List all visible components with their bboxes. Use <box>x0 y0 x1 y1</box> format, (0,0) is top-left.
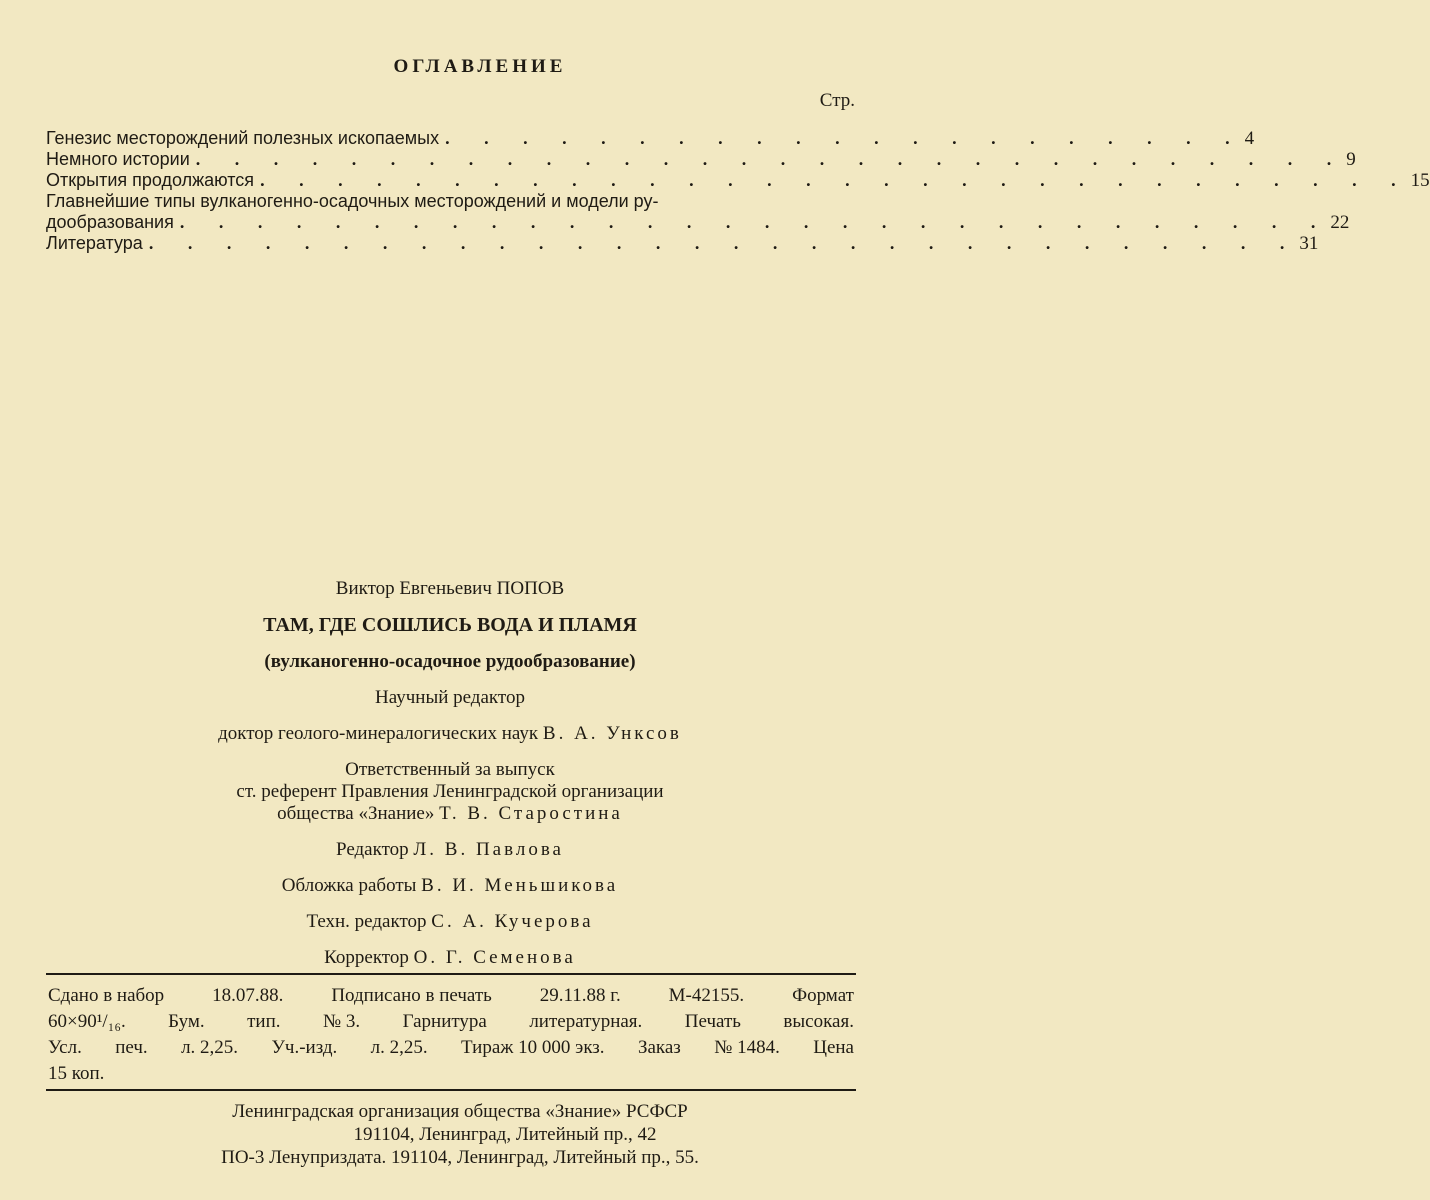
toc-leader-dots: . . . . . . . . . . . . . . . . . . . . . . . . . . . . . . <box>260 170 1411 190</box>
toc-leader-dots: . . . . . . . . . . . . . . . . . . . . . . . . . . . . . . <box>179 212 1331 232</box>
imprint-text: Подписано в печать <box>331 985 492 1006</box>
proofreader-credit <box>0 947 900 969</box>
imprint-text: Цена <box>813 1037 854 1058</box>
toc-entry-title: Открытия продолжаются <box>46 170 255 190</box>
imprint-text: 29.11.88 г. <box>539 985 621 1006</box>
toc-entry-page: 15 <box>1410 170 1430 191</box>
author-name: Виктор Евгеньевич ПОПОВ <box>335 578 565 599</box>
imprint-text: литературная. <box>529 1011 643 1032</box>
imprint-text: Гарнитура <box>402 1011 487 1032</box>
imprint-price: 15 коп. <box>48 1063 105 1084</box>
toc-leader-dots: . . . . . . . . . . . . . . . . . . . . . <box>445 128 1245 148</box>
cover-credit <box>0 875 900 897</box>
tech-editor-credit <box>0 911 900 933</box>
science-editor-credentials: доктор геолого-минералогических наук <box>218 723 539 744</box>
toc-leader-dots: . . . . . . . . . . . . . . . . . . . . . . . . . . . . . . <box>148 233 1300 253</box>
imprint-text: Усл. <box>48 1037 82 1058</box>
divider-top <box>46 973 856 975</box>
toc-entry-title: Литература <box>46 233 143 253</box>
responsible-label: Ответственный за выпуск <box>345 759 555 780</box>
print-imprint <box>48 983 854 1087</box>
publisher-block <box>0 1100 900 1169</box>
publisher-name: Ленинградская организация общества «Знание» РСФСР <box>232 1101 688 1122</box>
cover-name: В. И. Меньшикова <box>421 875 619 896</box>
imprint-line <box>48 983 854 1009</box>
science-editor-label: Научный редактор <box>375 687 525 708</box>
responsible-person <box>0 803 900 825</box>
toc-entry-page: 9 <box>1346 149 1356 170</box>
book-title: ТАМ, ГДЕ СОШЛИСЬ ВОДА И ПЛАМЯ <box>263 614 637 636</box>
toc-entry-page: 31 <box>1299 233 1319 254</box>
publisher-address: 191104, Ленинград, Литейный пр., 42 <box>353 1124 657 1145</box>
imprint-text: 18.07.88. <box>212 985 284 1006</box>
toc-entry <box>46 233 1319 254</box>
imprint-text: л. 2,25. <box>370 1037 428 1058</box>
responsible-name: Т. В. Старостина <box>439 803 623 824</box>
imprint-text: Тираж 10 000 экз. <box>461 1037 605 1058</box>
divider-bottom <box>46 1089 856 1091</box>
imprint-text: Формат <box>792 985 854 1006</box>
toc-entry-title: Генезис месторождений полезных ископаемых <box>46 128 440 148</box>
toc-entry-title: Немного истории <box>46 149 190 169</box>
cover-label: Обложка работы <box>281 875 417 896</box>
imprint-text: Бум. <box>168 1011 205 1032</box>
science-editor <box>0 723 900 745</box>
imprint-text: № 3. <box>322 1011 361 1032</box>
toc-entry-page: 4 <box>1244 128 1255 149</box>
responsible-organization: общества «Знание» <box>277 803 435 824</box>
imprint-text: л. 2,25. <box>181 1037 239 1058</box>
proofreader-label: Корректор <box>324 947 409 968</box>
toc-entry <box>46 212 1350 233</box>
tech-editor-label: Техн. редактор <box>306 911 427 932</box>
imprint-text: тип. <box>247 1011 281 1032</box>
editor-credit <box>0 839 900 861</box>
toc-leader-dots: . . . . . . . . . . . . . . . . . . . . . . . . . . . . . . <box>195 149 1347 169</box>
toc-entry-title-line: Главнейшие типы вулканогенно-осадочных месторождений и модели ру- <box>46 191 659 211</box>
page-column-label: Стр. <box>819 90 855 111</box>
toc-entry <box>46 170 1430 191</box>
imprint-line <box>48 1035 854 1061</box>
imprint-text: 60×90¹/₁₆. <box>48 1011 126 1032</box>
imprint-text: Уч.-изд. <box>271 1037 338 1058</box>
editor-name: Л. В. Павлова <box>413 839 564 860</box>
printer-address: ПО-3 Ленуприздата. 191104, Ленинград, Литейный пр., 55. <box>221 1147 699 1168</box>
proofreader-name: О. Г. Семенова <box>413 947 576 968</box>
imprint-text: Заказ <box>637 1037 681 1058</box>
toc-entry-page: 22 <box>1330 212 1350 233</box>
toc-entry <box>46 128 1255 149</box>
science-editor-name: В. А. Унксов <box>542 723 682 744</box>
imprint-line <box>48 1009 854 1035</box>
imprint-text: Печать <box>684 1011 741 1032</box>
imprint-text: печ. <box>115 1037 148 1058</box>
table-of-contents <box>46 128 1430 254</box>
toc-entry-title: дообразования <box>46 212 174 232</box>
imprint-text: М-42155. <box>668 985 745 1006</box>
toc-heading: ОГЛАВЛЕНИЕ <box>393 56 567 77</box>
colophon <box>0 572 900 969</box>
tech-editor-name: С. А. Кучерова <box>431 911 594 932</box>
responsible-position: ст. референт Правления Ленинградской организации <box>236 781 664 802</box>
book-subtitle: (вулканогенно-осадочное рудообразование) <box>264 651 636 672</box>
imprint-text: Сдано в набор <box>48 985 165 1006</box>
imprint-text: высокая. <box>783 1011 854 1032</box>
toc-entry <box>46 149 1356 170</box>
editor-label: Редактор <box>336 839 409 860</box>
imprint-text: № 1484. <box>714 1037 780 1058</box>
